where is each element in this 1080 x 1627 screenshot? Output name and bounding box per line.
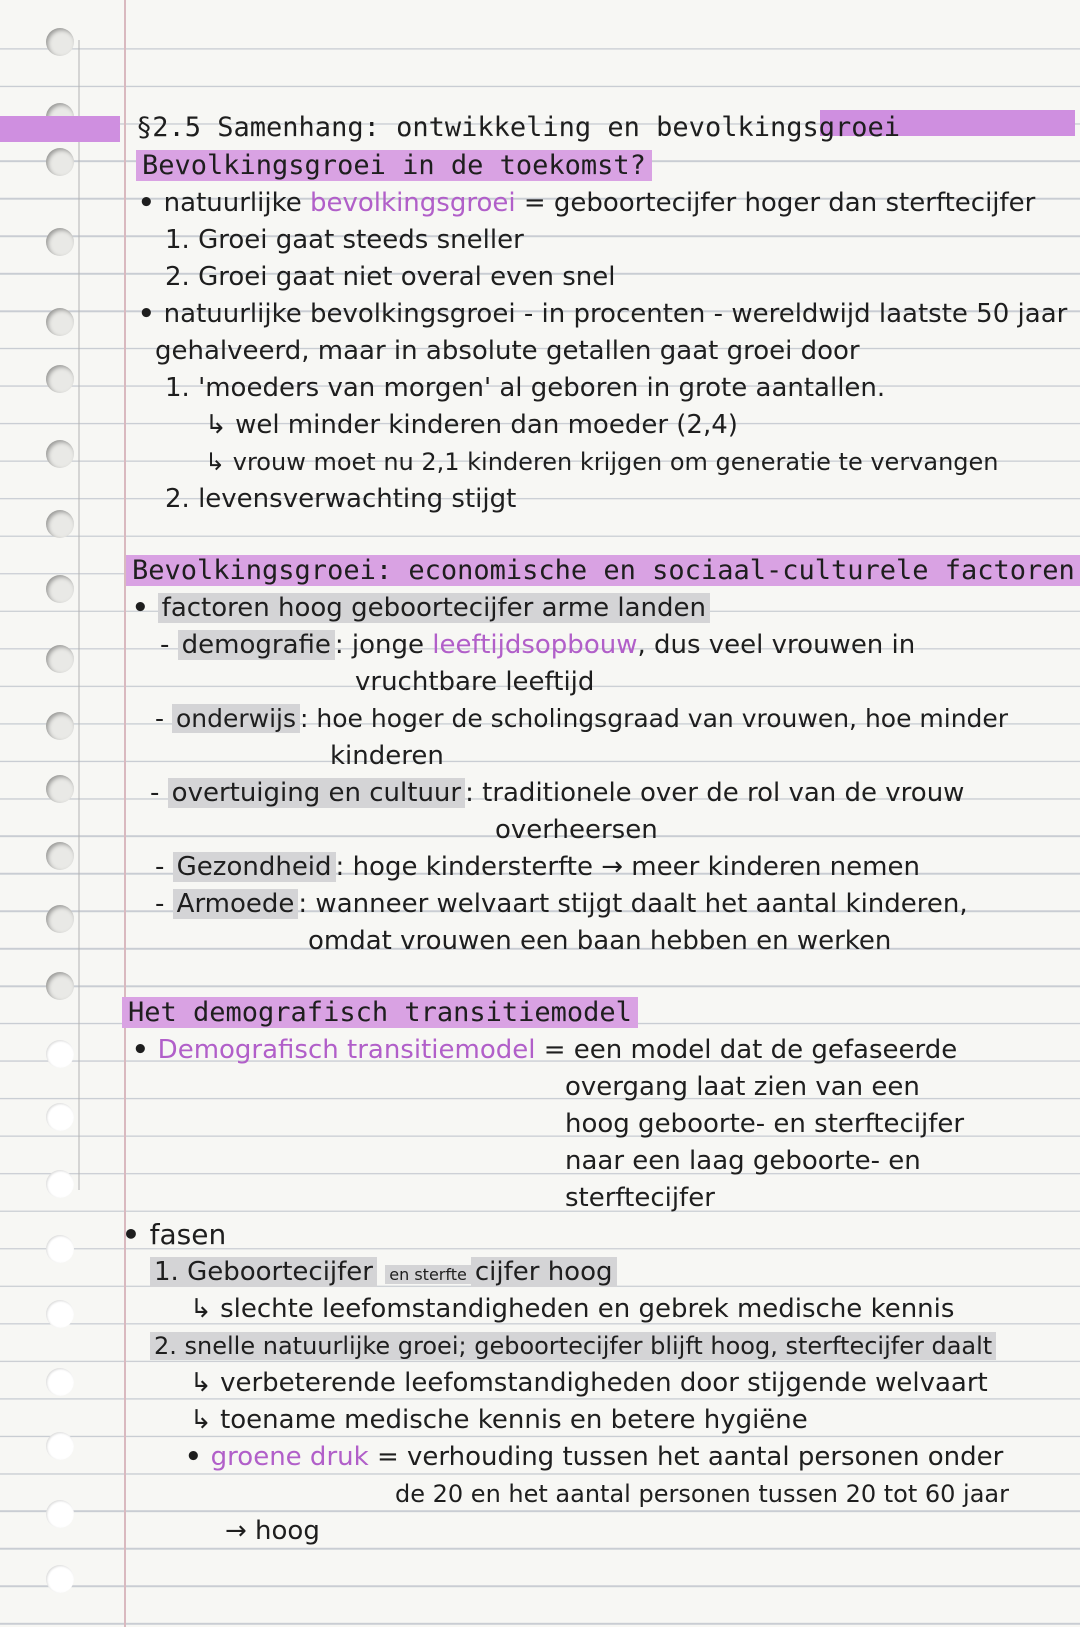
section2-heading: Bevolkingsgroei: economische en sociaal-culturele factoren [126, 555, 1080, 587]
section1-heading: Bevolkingsgroei in de toekomst? [136, 150, 652, 182]
section-title: §2.5 Samenhang: ontwikkeling en bevolkingsgroei [136, 112, 901, 143]
groene-druk-result: → hoog [225, 1516, 320, 1546]
definition-line3: hoog geboorte- en sterftecijfer [565, 1109, 965, 1139]
title-highlight-left [0, 116, 120, 142]
punch-hole [46, 1040, 74, 1068]
fase2-reason2: ↳ toename medische kennis en betere hygiëne [190, 1405, 808, 1435]
section1-item2: 2. Groei gaat niet overal even snel [165, 262, 616, 292]
section1-b2-item2: 2. levensverwachting stijgt [165, 484, 517, 514]
binder-holes [0, 0, 120, 1627]
factor-overtuiging: - overtuiging en cultuur : traditionele over de rol van de vrouw [150, 778, 965, 808]
punch-hole [46, 365, 74, 393]
margin-line [124, 0, 126, 1627]
punch-hole [46, 575, 74, 603]
section1-bullet1: • natuurlijke bevolkingsgroei = geboortecijfer hoger dan sterftecijfer [138, 188, 1036, 218]
punch-hole [46, 228, 74, 256]
punch-hole [46, 1500, 74, 1528]
factor-demografie: - demografie : jonge leeftijdsopbouw, dus veel vrouwen in [160, 630, 916, 660]
punch-hole [46, 1300, 74, 1328]
groene-druk: • groene druk = verhouding tussen het aantal personen onder [185, 1442, 1004, 1472]
punch-hole [46, 440, 74, 468]
section3-term-line: • Demografisch transitiemodel = een model dat de gefaseerde [132, 1035, 958, 1065]
groene-druk-cont: de 20 en het aantal personen tussen 20 tot 60 jaar [395, 1480, 1009, 1508]
punch-hole [46, 1432, 74, 1460]
fase2-reason1: ↳ verbeterende leefomstandigheden door stijgende welvaart [190, 1368, 988, 1398]
punch-hole [46, 1170, 74, 1198]
punch-hole [46, 645, 74, 673]
fase1: 1. Geboortecijfer en sterfte cijfer hoog [150, 1256, 617, 1291]
section1-bullet2: • natuurlijke bevolkingsgroei - in procenten - wereldwijd laatste 50 jaar [138, 299, 1068, 329]
punch-hole [46, 1565, 74, 1593]
punch-hole [46, 308, 74, 336]
punch-hole [46, 712, 74, 740]
punch-hole [46, 510, 74, 538]
section1-item1: 1. Groei gaat steeds sneller [165, 225, 524, 255]
section2-bullet: • factoren hoog geboortecijfer arme landen [132, 592, 710, 624]
punch-hole [46, 842, 74, 870]
punch-hole [46, 1368, 74, 1396]
punch-hole [46, 28, 74, 56]
punch-hole [46, 972, 74, 1000]
factor-onderwijs-cont: kinderen [330, 741, 444, 771]
punch-hole [46, 775, 74, 803]
punch-hole [46, 148, 74, 176]
section1-b2-item1-a: ↳ wel minder kinderen dan moeder (2,4) [205, 410, 738, 440]
term-bevolkingsgroei: bevolkingsgroei [310, 188, 516, 218]
definition-line4: naar een laag geboorte- en [565, 1146, 921, 1176]
definition-line2: overgang laat zien van een [565, 1072, 920, 1102]
section1-b2-item1-b: ↳ vrouw moet nu 2,1 kinderen krijgen om generatie te vervangen [205, 448, 999, 476]
factor-armoede-cont: omdat vrouwen een baan hebben en werken [308, 926, 892, 956]
fase2: 2. snelle natuurlijke groei; geboortecijfer blijft hoog, sterftecijfer daalt [150, 1330, 996, 1362]
punch-hole [46, 905, 74, 933]
fase1-reason: ↳ slechte leefomstandigheden en gebrek medische kennis [190, 1294, 955, 1324]
punch-hole [46, 1103, 74, 1131]
fasen-bullet: • fasen [122, 1218, 227, 1251]
factor-onderwijs: - onderwijs : hoe hoger de scholingsgraad van vrouwen, hoe minder [155, 704, 1009, 733]
factor-overtuiging-cont: overheersen [495, 815, 658, 845]
factor-armoede: - Armoede : wanneer welvaart stijgt daalt het aantal kinderen, [155, 889, 968, 919]
punch-hole [46, 1235, 74, 1263]
factor-gezondheid: - Gezondheid : hoge kindersterfte → meer kinderen nemen [155, 852, 920, 882]
factor-demografie-cont: vruchtbare leeftijd [355, 667, 595, 697]
section3-heading: Het demografisch transitiemodel [122, 997, 638, 1029]
term-transitiemodel: Demografisch transitiemodel [157, 1035, 536, 1065]
section1-bullet2-cont: gehalveerd, maar in absolute getallen gaat groei door [155, 336, 860, 366]
definition-line5: sterftecijfer [565, 1183, 715, 1213]
section1-b2-item1: 1. 'moeders van morgen' al geboren in grote aantallen. [165, 373, 886, 403]
